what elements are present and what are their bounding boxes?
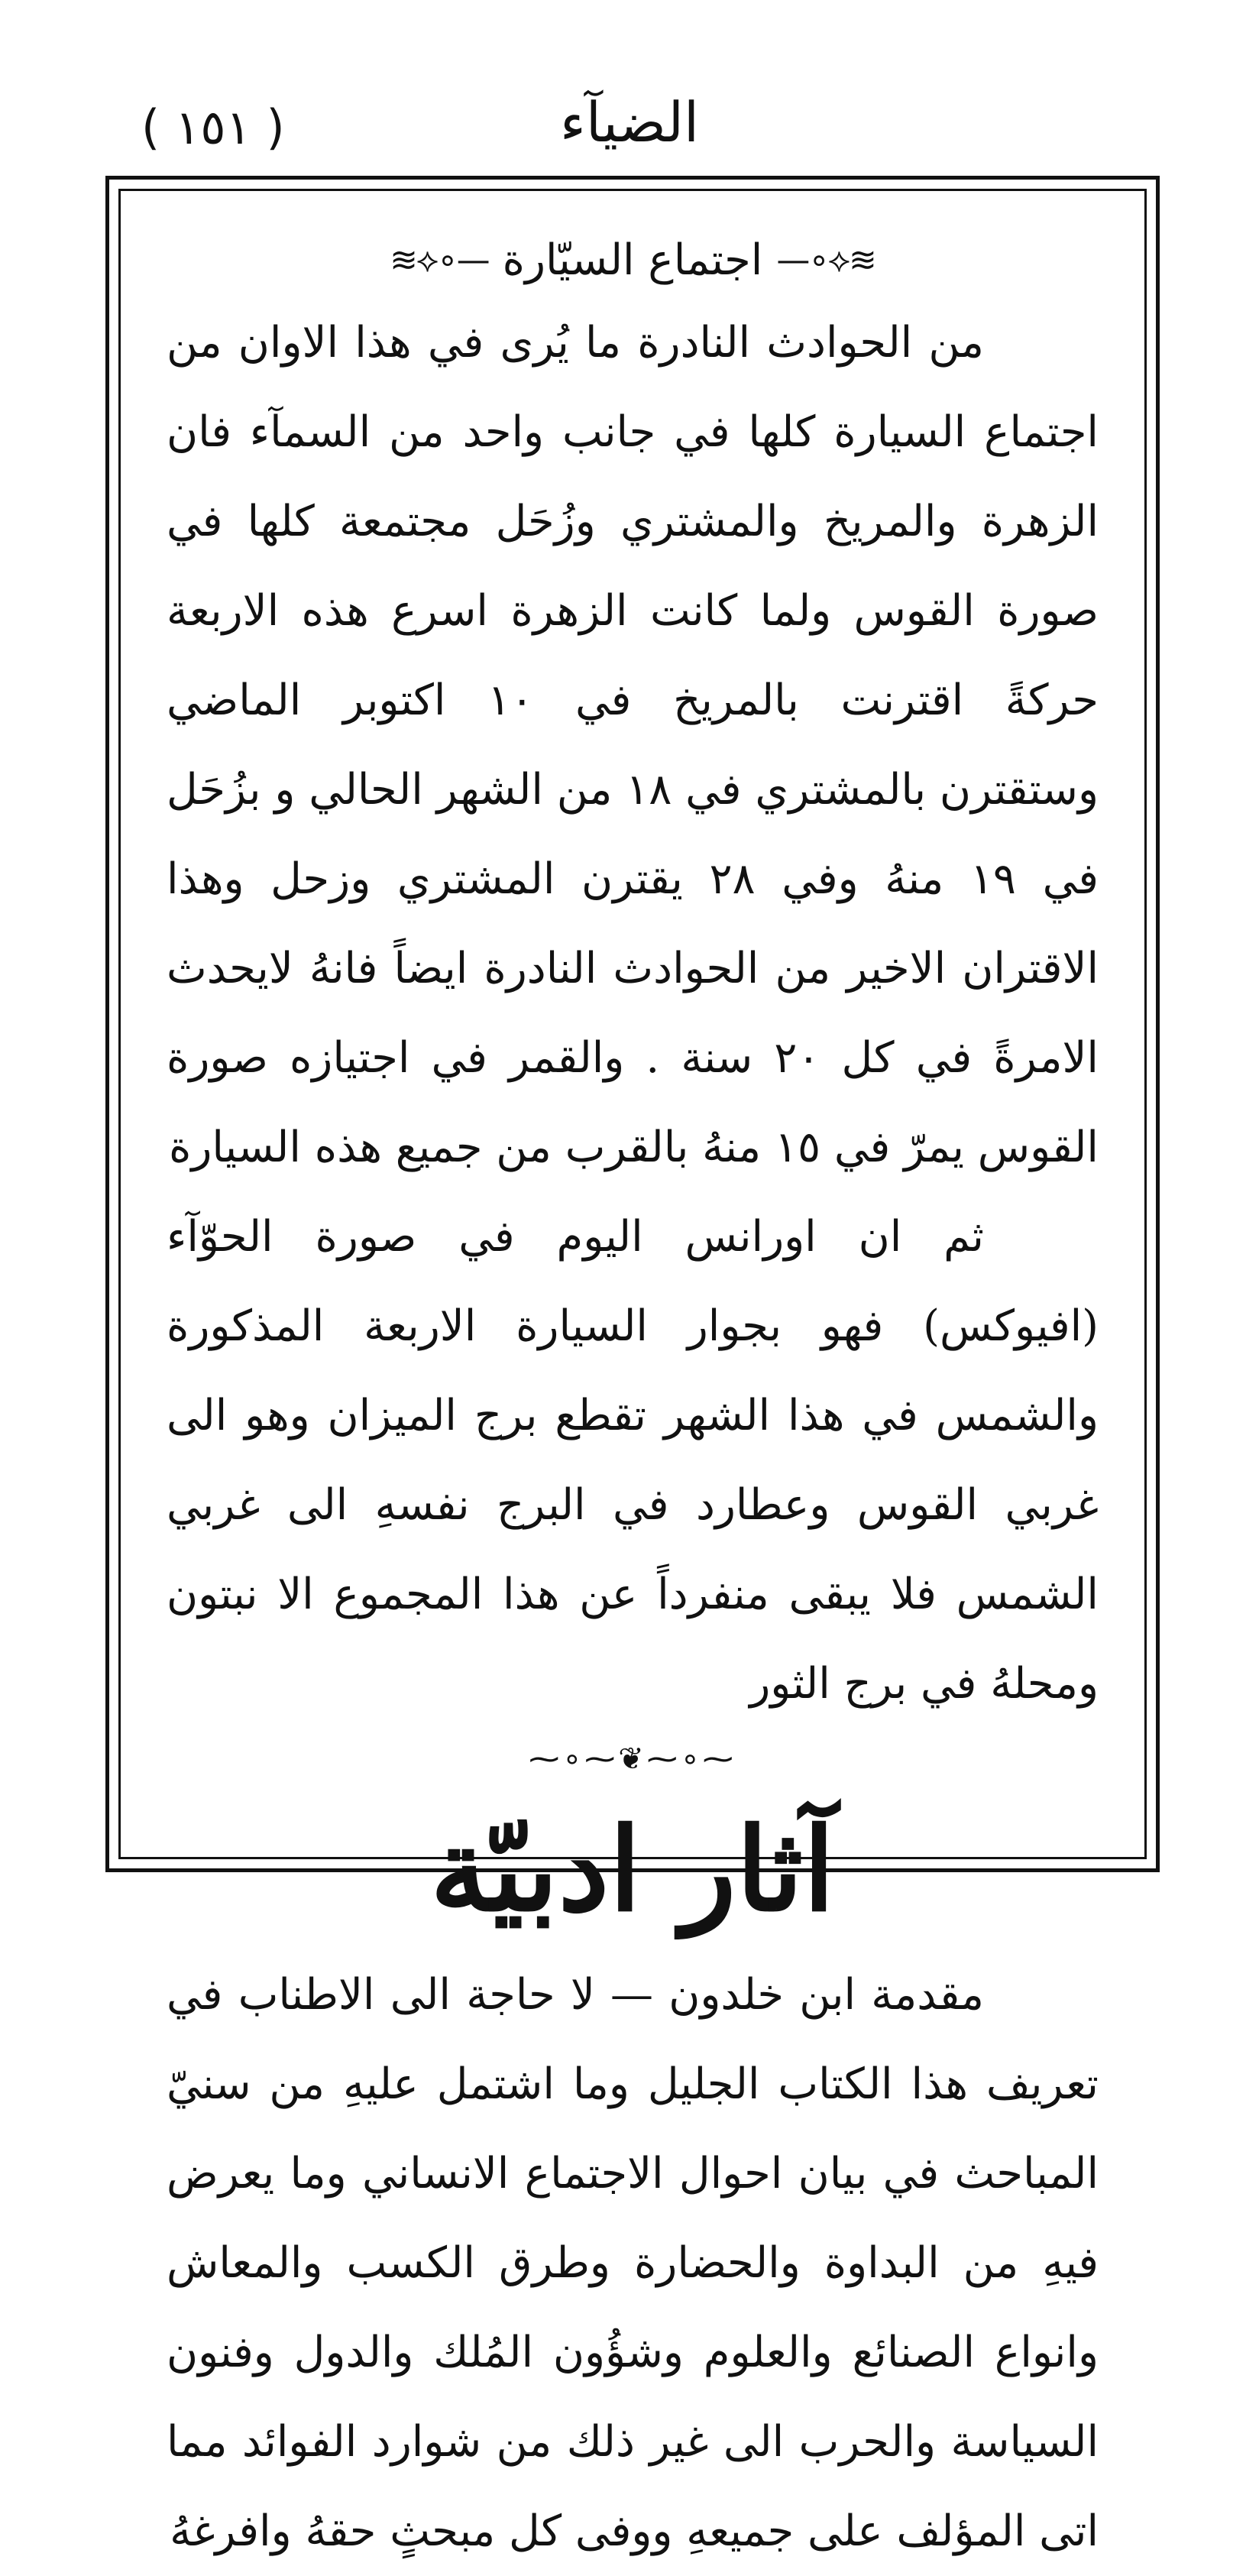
page-header (0, 84, 1259, 168)
section-title-row (167, 222, 1099, 298)
article-body (167, 298, 1099, 1729)
section-title: اجتماع السيّارة (502, 235, 763, 285)
page-number: ( ١٥١ ) (141, 99, 285, 155)
paragraph: مقدمة ابن خلدون — لا حاجة الى الاطناب في تعريف هذا الكتاب الجليل وما اشتمل عليهِ من سنيّ المباحث في بيان احوال الاجتماع الانساني وما يعرض فيهِ من البداوة والحضارة وطرق الكسب والمعاش وانواع الصنائع والعلوم وشؤُون المُلك والدول وفنون السياسة والحرب الى غير ذلك من شوارد الفوائد مما اتى المؤلف على جميعهِ ووفى كل مبحثٍ حقهُ وافرغهُ (167, 1970, 1099, 2556)
paragraph: من الحوادث النادرة ما يُرى في هذا الاوان من اجتماع السيارة كلها في جانب واحد من السمآء فان الزهرة والمريخ والمشتري وزُحَل مجتمعة كلها في صورة القوس ولما كانت الزهرة اسرع هذه الاربعة حركةً اقترنت بالمريخ في ١٠ اكتوبر الماضي وستقترن بالمشتري في ١٨ من الشهر الحالي و بزُحَل في ١٩ منهُ وفي ٢٨ يقترن المشتري وزحل وهذا الاقتران الاخير من الحوادث النادرة ايضاً فانهُ لايحدث الامرةً في كل ٢٠ سنة . والقمر في اجتيازه صورة القوس يمرّ في ١٥ منهُ بالقرب من جميع هذه السيارة (167, 318, 1099, 1172)
page-frame (105, 176, 1160, 2556)
title-ornament-right: ≋⟡∘— (776, 240, 875, 280)
article-body-2 (167, 1950, 1099, 2576)
title-ornament-left: —∘⟡≋ (390, 240, 489, 280)
journal-name: الضيآء (560, 90, 699, 154)
section-divider-ornament: ⁓∘⁓❦⁓∘⁓ (529, 1742, 736, 1777)
page-content (167, 222, 1099, 2556)
page-frame-inner (118, 189, 1147, 2556)
paragraph: ثم ان اورانس اليوم في صورة الحوّآء (افيوكس) فهو بجوار السيارة الاربعة المذكورة والشمس في هذا الشهر تقطع برج الميزان وهو الى غربي القوس وعطارد في البرج نفسهِ الى غربي الشمس فلا يبقى منفرداً عن هذا المجموع الا نبتون ومحلهُ في برج الثور (167, 1212, 1099, 1709)
section-heading: آثار ادبيّة (430, 1803, 835, 1937)
